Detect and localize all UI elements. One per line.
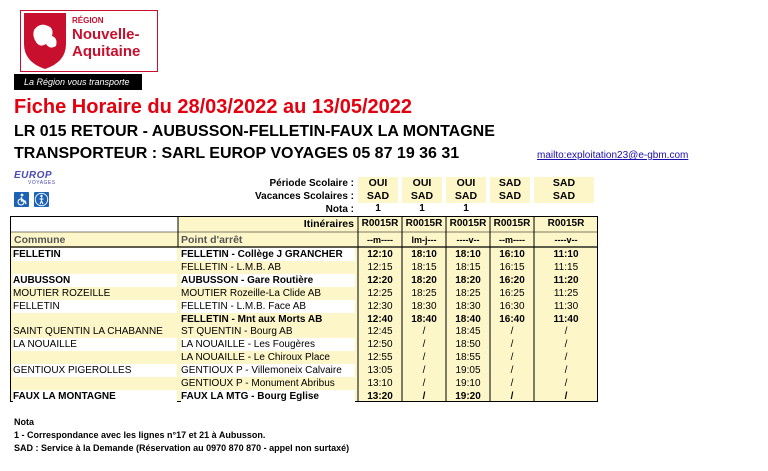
cell-time: 18:20 xyxy=(411,274,437,286)
cell-time: 18:30 xyxy=(455,300,481,312)
cell-stop: MOUTIER Rozeille-La Clide AB xyxy=(181,287,355,300)
cell-stop: LA NOUAILLE - Le Chiroux Place xyxy=(181,351,355,364)
table-row xyxy=(10,300,598,313)
table-row xyxy=(10,274,598,287)
cell-stop: GENTIOUX P - Monument Abribus xyxy=(181,377,355,390)
notes-title: Nota xyxy=(14,417,34,427)
cell-stop: FAUX LA MTG - Bourg Eglise xyxy=(181,390,355,403)
cell-time: 18:40 xyxy=(455,313,481,325)
cell-time: / xyxy=(564,339,568,351)
cell-commune xyxy=(13,377,177,390)
cell-time: 16:25 xyxy=(499,287,525,299)
cell-time: 12:20 xyxy=(367,274,393,286)
cell-commune: FELLETIN xyxy=(13,248,177,261)
itineraries-label: Itinéraires xyxy=(303,218,354,230)
table-row xyxy=(10,313,598,326)
period-scolaire-cell: OUI xyxy=(402,177,442,190)
line-name: LR 015 RETOUR - AUBUSSON-FELLETIN-FAUX LA MONTAGNE xyxy=(14,123,495,140)
region-logo xyxy=(14,10,160,90)
cell-commune: SAINT QUENTIN LA CHABANNE xyxy=(13,325,177,338)
route-header: R0015R xyxy=(449,218,487,229)
cell-time: / xyxy=(422,390,426,402)
operator-logo xyxy=(14,170,74,188)
period-nota-cell: 1 xyxy=(375,203,381,214)
cell-time: 11:20 xyxy=(553,274,579,286)
cell-stop: FELLETIN - L.M.B. AB xyxy=(181,261,355,274)
cell-time: 19:20 xyxy=(455,390,481,402)
cell-stop: GENTIOUX P - Villemoneix Calvaire xyxy=(181,364,355,377)
period-label-vacances: Vacances Scolaires : xyxy=(255,191,354,202)
cell-time: 18:15 xyxy=(455,261,481,273)
cell-commune xyxy=(13,351,177,364)
period-scolaire-cell: OUI xyxy=(446,177,486,190)
cell-time: / xyxy=(422,339,426,351)
cell-time: 16:40 xyxy=(499,313,525,325)
table-row xyxy=(10,287,598,300)
period-scolaire-cell: SAD xyxy=(490,177,530,190)
cell-time: / xyxy=(510,339,514,351)
days-header: --m---- xyxy=(367,235,393,245)
days-header: ----v-- xyxy=(554,235,578,245)
notes xyxy=(14,416,349,455)
cell-stop: LA NOUAILLE - Les Fougères xyxy=(181,338,355,351)
table-row xyxy=(10,325,598,338)
cell-commune: AUBUSSON xyxy=(13,274,177,287)
col-header-commune: Commune xyxy=(14,234,66,246)
cell-commune: GENTIOUX PIGEROLLES xyxy=(13,364,177,377)
cell-time: 11:25 xyxy=(553,287,579,299)
cell-time: 12:45 xyxy=(367,326,393,338)
cell-time: 19:10 xyxy=(455,378,481,389)
cell-time: 13:10 xyxy=(367,378,393,389)
cell-commune: FELLETIN xyxy=(13,300,177,313)
route-header: R0015R xyxy=(493,218,531,229)
cell-time: / xyxy=(564,390,568,402)
cell-time: 16:15 xyxy=(499,261,525,273)
cell-stop: FELLETIN - L.M.B. Face AB xyxy=(181,300,355,313)
notes-line-2: SAD : Service à la Demande (Réservation au 0970 870 870 - appel non surtaxé) xyxy=(14,443,350,453)
route-header: R0015R xyxy=(405,218,443,229)
period-nota-cell: 1 xyxy=(419,203,425,214)
cell-time: 18:55 xyxy=(455,352,481,364)
cell-commune xyxy=(13,261,177,274)
col-header-stop: Point d'arrêt xyxy=(181,234,243,246)
period-scolaire-cell: SAD xyxy=(534,177,594,190)
period-label-nota: Nota : xyxy=(325,204,354,215)
logo-tagline: La Région vous transporte xyxy=(14,74,142,90)
cell-time: 18:25 xyxy=(455,287,481,299)
operator-logo-word: EUROP xyxy=(14,170,53,181)
period-vacances-cell: SAD xyxy=(534,190,594,203)
cell-stop: FELLETIN - Collège J GRANCHER xyxy=(181,248,355,261)
period-nota-cell: 1 xyxy=(463,203,469,214)
period-label-scolaire: Période Scolaire : xyxy=(269,178,354,189)
logo-name-line1: Nouvelle- xyxy=(72,26,140,43)
cell-time: 16:30 xyxy=(499,300,525,312)
cell-time: / xyxy=(564,326,568,338)
logo-region-text: RÉGION xyxy=(72,16,104,25)
cell-time: 12:10 xyxy=(367,249,393,260)
period-vacances-cell: SAD xyxy=(402,190,442,203)
cell-time: / xyxy=(510,352,514,364)
days-header: ----v-- xyxy=(456,235,480,245)
cell-time: 18:25 xyxy=(411,287,437,299)
table-row xyxy=(10,364,598,377)
cell-time: 18:20 xyxy=(455,274,481,286)
cell-time: 18:45 xyxy=(455,326,481,338)
cell-time: 11:30 xyxy=(553,300,579,312)
cell-time: 12:50 xyxy=(367,339,393,351)
pedestrian-icon xyxy=(34,192,49,207)
cell-time: 18:10 xyxy=(411,249,437,260)
cell-time: 13:20 xyxy=(367,390,393,402)
wheelchair-icon xyxy=(14,192,29,207)
cell-time: 11:40 xyxy=(553,313,579,325)
operator-logo-sub: VOYAGES xyxy=(28,180,56,186)
cell-time: / xyxy=(510,390,514,402)
notes-line-1: 1 - Correspondance avec les lignes n°17 et 21 à Aubusson. xyxy=(14,430,266,440)
table-row xyxy=(10,390,598,403)
cell-time: 11:15 xyxy=(553,261,579,273)
cell-time: 18:15 xyxy=(411,261,437,273)
cell-stop: ST QUENTIN - Bourg AB xyxy=(181,325,355,338)
period-scolaire-cell: OUI xyxy=(358,177,398,190)
cell-time: 18:30 xyxy=(411,300,437,312)
cell-time: 16:10 xyxy=(499,249,525,260)
route-header: R0015R xyxy=(547,218,585,229)
cell-time: 13:05 xyxy=(367,365,393,377)
cell-stop: FELLETIN - Mnt aux Morts AB xyxy=(181,313,355,326)
cell-time: 12:15 xyxy=(367,261,393,273)
cell-time: / xyxy=(564,365,568,377)
days-header: lm-j--- xyxy=(411,235,437,245)
cell-time: 18:50 xyxy=(455,339,481,351)
page-title: Fiche Horaire du 28/03/2022 au 13/05/2022 xyxy=(14,96,413,118)
cell-time: / xyxy=(422,378,426,389)
cell-time: / xyxy=(422,326,426,338)
period-vacances-cell: SAD xyxy=(490,190,530,203)
cell-time: / xyxy=(564,352,568,364)
cell-time: / xyxy=(510,365,514,377)
period-vacances-cell: SAD xyxy=(358,190,398,203)
cell-time: 11:10 xyxy=(553,249,579,260)
cell-commune: FAUX LA MONTAGNE xyxy=(13,390,177,403)
cell-time: 12:55 xyxy=(367,352,393,364)
cell-time: 18:40 xyxy=(411,313,437,325)
logo-name-line2: Aquitaine xyxy=(72,43,141,60)
days-header: --m---- xyxy=(499,235,525,245)
contact-email-link[interactable]: mailto:exploitation23@e-gbm.com xyxy=(537,150,689,161)
carrier-info: TRANSPORTEUR : SARL EUROP VOYAGES 05 87 19 36 31 xyxy=(14,145,460,162)
table-row xyxy=(10,261,598,274)
cell-time: / xyxy=(510,378,514,389)
cell-time: 12:40 xyxy=(367,313,393,325)
table-row xyxy=(10,351,598,364)
period-vacances-cell: SAD xyxy=(446,190,486,203)
cell-time: / xyxy=(564,378,568,389)
table-row xyxy=(10,248,598,261)
cell-commune: MOUTIER ROZEILLE xyxy=(13,287,177,300)
route-header: R0015R xyxy=(361,218,399,229)
cell-time: 16:20 xyxy=(499,274,525,286)
cell-commune: LA NOUAILLE xyxy=(13,338,177,351)
cell-time: 18:10 xyxy=(455,249,481,260)
cell-time: / xyxy=(510,326,514,338)
cell-stop: AUBUSSON - Gare Routière xyxy=(181,274,355,287)
table-row xyxy=(10,377,598,390)
cell-time: / xyxy=(422,352,426,364)
cell-time: 19:05 xyxy=(455,365,481,377)
table-row xyxy=(10,338,598,351)
cell-time: 12:25 xyxy=(367,287,393,299)
cell-time: / xyxy=(422,365,426,377)
cell-commune xyxy=(13,313,177,326)
cell-time: 12:30 xyxy=(367,300,393,312)
